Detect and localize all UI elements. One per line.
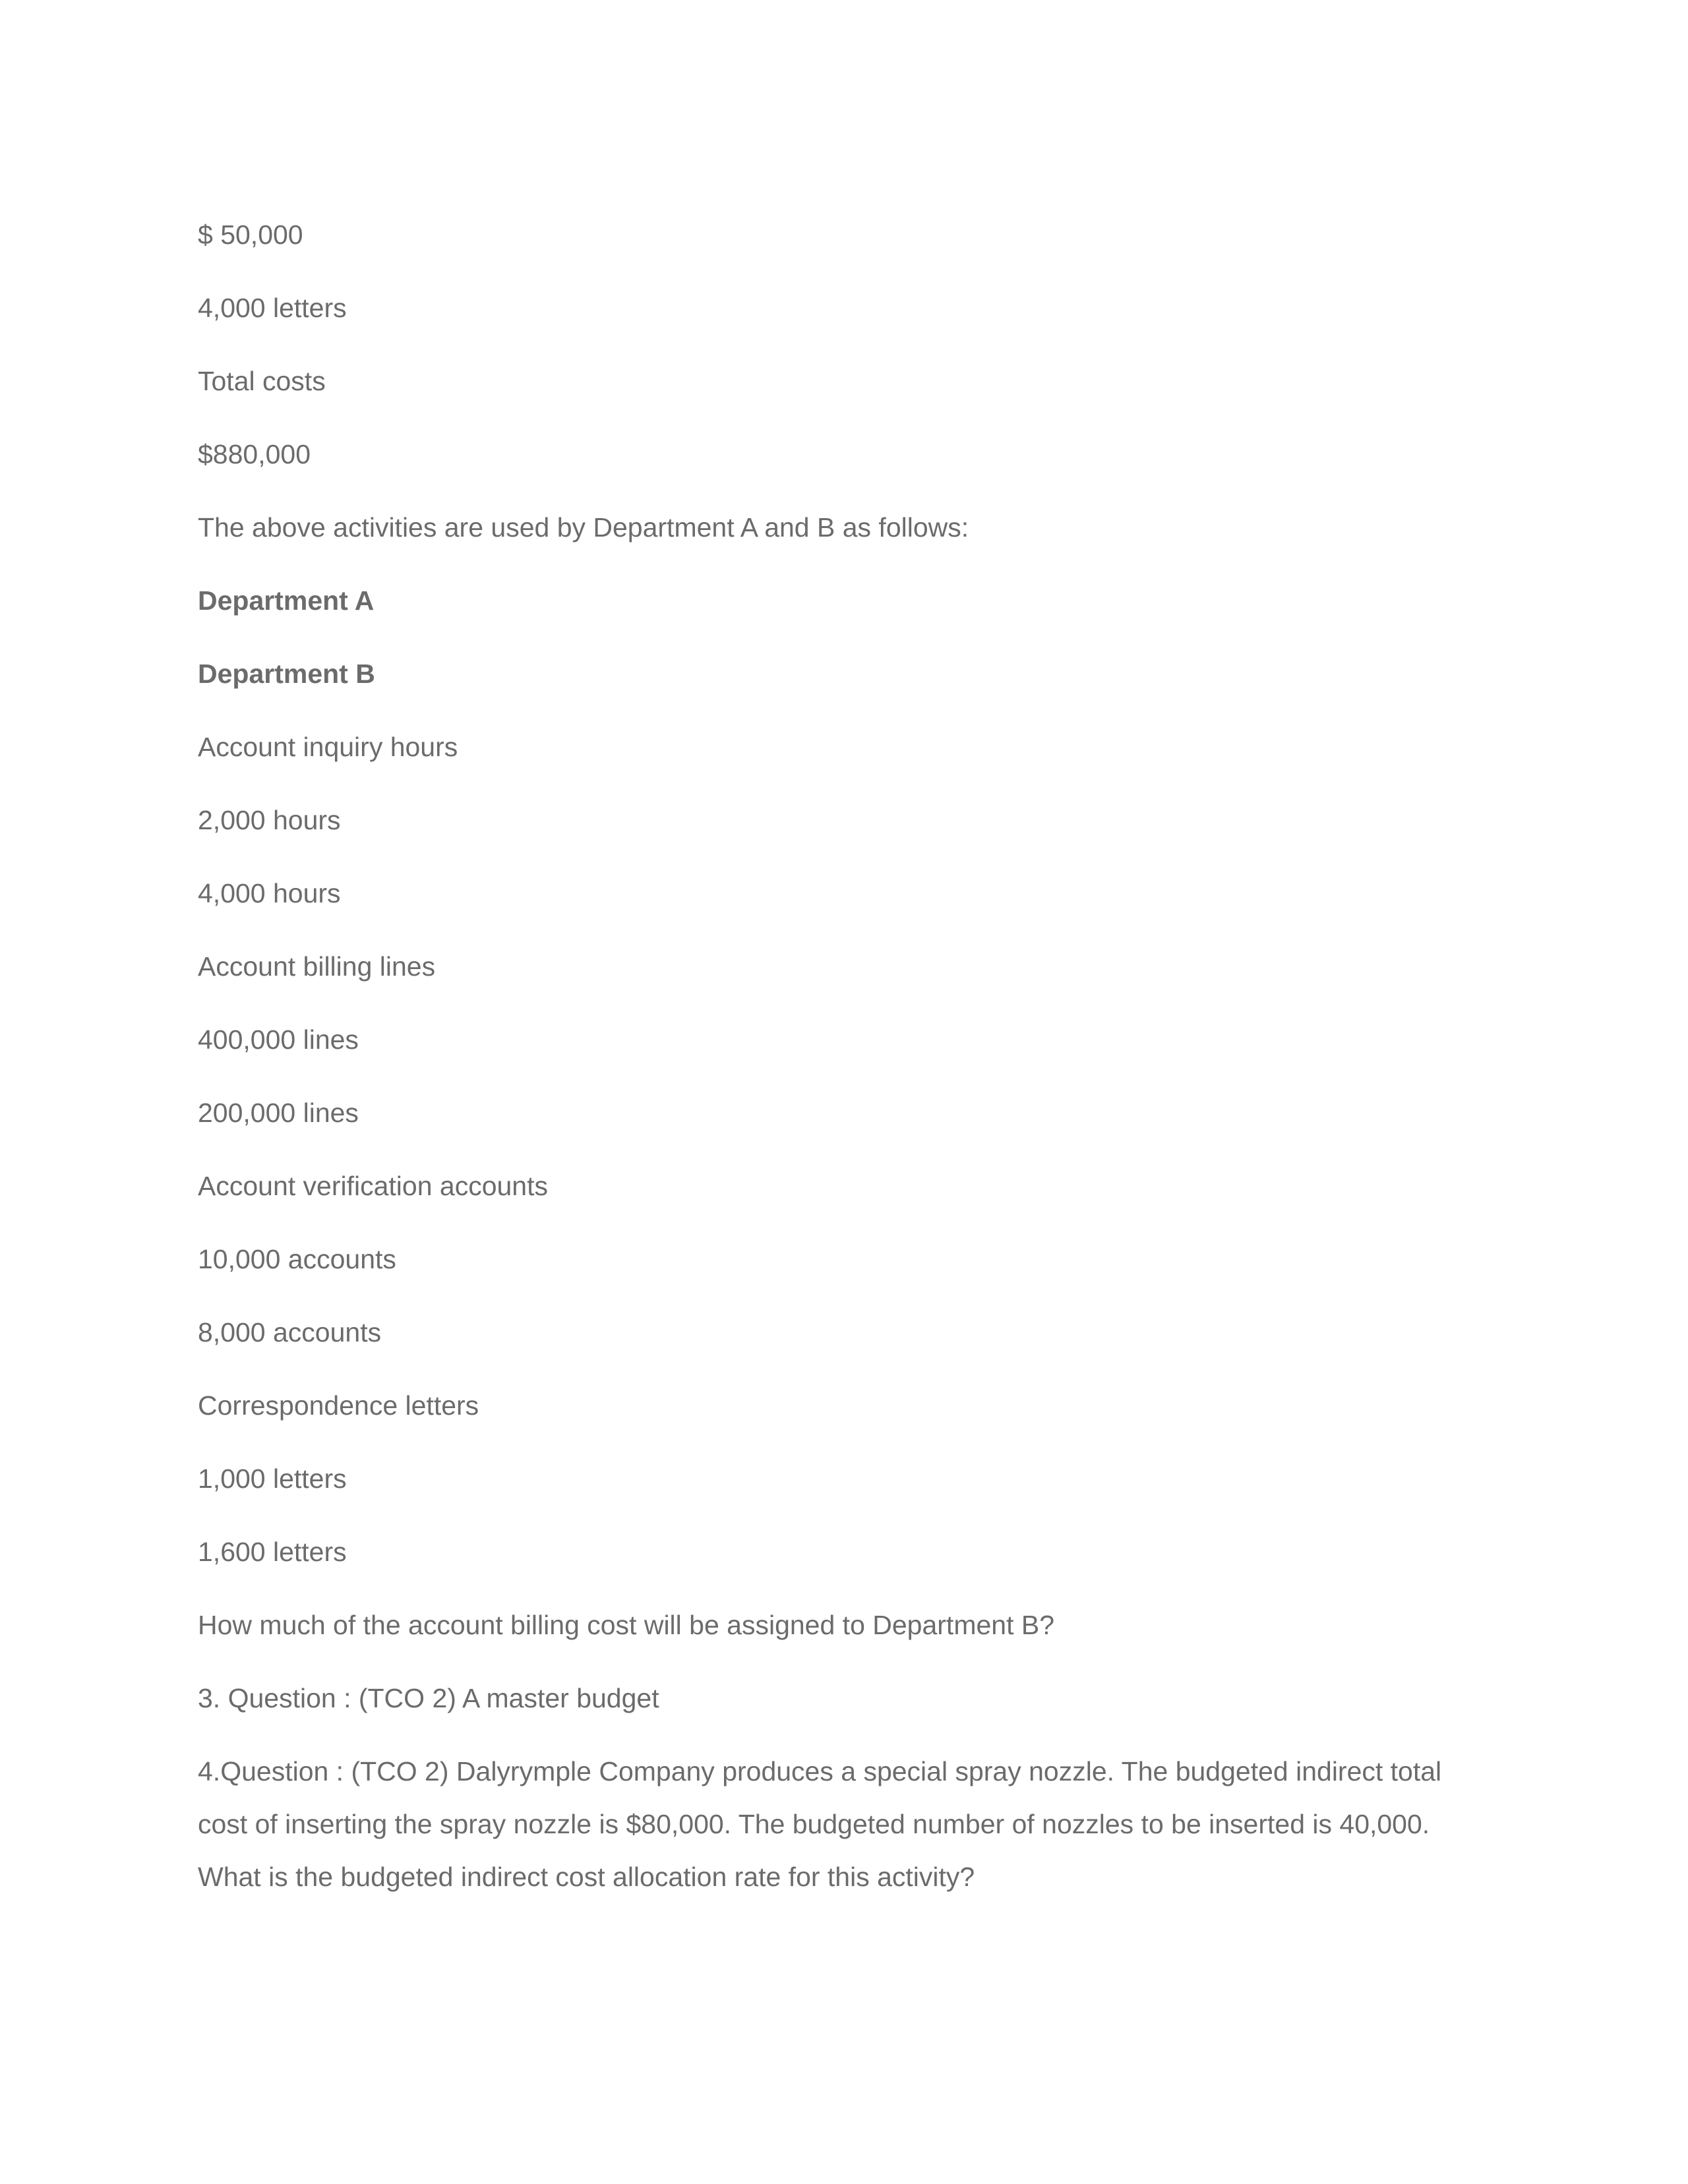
account-billing-dept-a: 400,000 lines — [198, 1024, 359, 1055]
activities-intro: The above activities are used by Department A and B as follows: — [198, 512, 969, 543]
total-costs-value: $880,000 — [198, 439, 311, 469]
account-billing-dept-b: 200,000 lines — [198, 1098, 359, 1128]
value-4000-letters: 4,000 letters — [198, 293, 347, 323]
account-verification-label: Account verification accounts — [198, 1171, 548, 1201]
correspondence-label: Correspondence letters — [198, 1390, 479, 1421]
correspondence-dept-b: 1,600 letters — [198, 1537, 347, 1567]
account-inquiry-dept-a: 2,000 hours — [198, 805, 341, 835]
account-verification-dept-a: 10,000 accounts — [198, 1244, 396, 1274]
question-3: 3. Question : (TCO 2) A master budget — [198, 1683, 659, 1713]
value-50000: $ 50,000 — [198, 220, 303, 250]
correspondence-dept-a: 1,000 letters — [198, 1463, 347, 1494]
total-costs-label: Total costs — [198, 366, 326, 396]
department-a-heading: Department A — [198, 585, 375, 616]
account-verification-dept-b: 8,000 accounts — [198, 1317, 382, 1347]
billing-question: How much of the account billing cost will be assigned to Department B? — [198, 1610, 1055, 1640]
account-inquiry-dept-b: 4,000 hours — [198, 878, 341, 908]
account-inquiry-label: Account inquiry hours — [198, 732, 458, 762]
department-b-heading: Department B — [198, 659, 375, 689]
account-billing-label: Account billing lines — [198, 951, 436, 982]
question-4: 4.Question : (TCO 2) Dalyrymple Company produces a special spray nozzle. The budgeted indirect total cost of inserting the spray nozzle is $80,000. The budgeted number of nozzles to be inserted is 40,000. What is the budgeted indirect cost allocation rate for this activity? — [198, 1756, 1442, 1892]
